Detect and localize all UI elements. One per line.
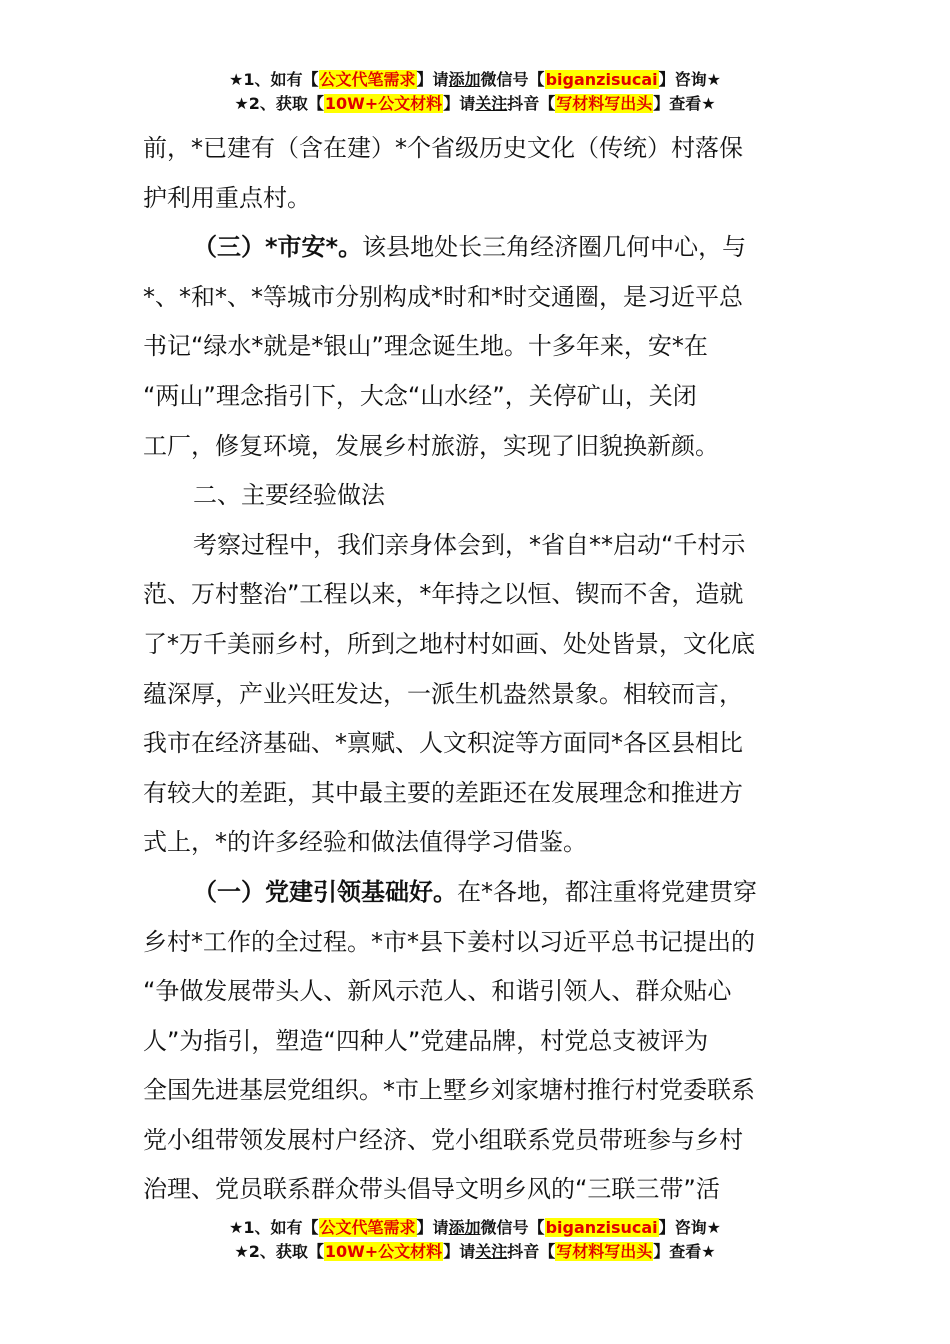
text-line: [143, 372, 813, 422]
bottom-promo-banner: [0, 1216, 950, 1264]
line-text: 乡村*工作的全过程。*市*县下姜村以习近平总书记提出的: [143, 927, 755, 956]
text-line: [143, 124, 813, 174]
line-text: 党小组带领发展村户经济、党小组联系党员带班参与乡村: [143, 1125, 743, 1154]
promo-douyin-id: 写材料写出头: [556, 94, 653, 113]
line-text: 书记“绿水*就是*银山”理念诞生地。十多年来，安*在: [143, 332, 708, 361]
text-line: [143, 570, 813, 620]
line-text: 该县地处长三角经济圈几何中心，与: [362, 233, 747, 262]
line-text: “争做发展带头人、新风示范人、和谐引领人、群众贴心: [143, 977, 732, 1006]
text-line: [143, 273, 813, 323]
section-heading: （一）党建引领基础好。: [193, 877, 457, 906]
line-text: 在*各地，都注重将党建贯穿: [457, 877, 757, 906]
line-text: 全国先进基层党组织。*市上墅乡刘家塘村推行村党委联系: [143, 1076, 755, 1105]
text-line: [143, 769, 813, 819]
line-text: 二、主要经验做法: [193, 481, 385, 510]
text-line: [143, 1165, 813, 1215]
line-text: “两山”理念指引下，大念“山水经”，关停矿山，关闭: [143, 381, 697, 410]
text-line: [143, 670, 813, 720]
text-line: [143, 818, 813, 868]
section-heading: （三）*市安*。: [193, 233, 363, 262]
promo-highlight: 公文代笔需求: [319, 70, 416, 89]
line-text: *、*和*、*等城市分别构成*时和*时交通圈，是习近平总: [143, 282, 743, 311]
line-text: 范、万村整治”工程以来，*年持之以恒、锲而不舍，造就: [143, 580, 744, 609]
text-line: [143, 620, 813, 670]
text-line: [143, 1017, 813, 1067]
promo-line-2: ★2、获取【10W+公文材料】请关注抖音【写材料写出头】查看★: [234, 94, 716, 113]
line-text: 了*万千美丽乡村，所到之地村村如画、处处皆景，文化底: [143, 629, 755, 658]
text-line: [143, 322, 813, 372]
text-line: [143, 521, 813, 571]
promo-line-1: ★1、如有【公文代笔需求】请添加微信号【biganzisucai】咨询★: [229, 1218, 721, 1237]
line-text: 治理、党员联系群众带头倡导文明乡风的“三联三带”活: [143, 1175, 720, 1204]
text-line: [143, 1116, 813, 1166]
promo-highlight: 10W+公文材料: [324, 94, 443, 113]
text-line: [143, 174, 813, 224]
text-line: [143, 1066, 813, 1116]
line-text: 工厂，修复环境，发展乡村旅游，实现了旧貌换新颜。: [143, 431, 719, 460]
text-line: [143, 719, 813, 769]
text-line: [143, 223, 813, 273]
line-text: 蕴深厚，产业兴旺发达，一派生机盎然景象。相较而言，: [143, 679, 743, 708]
promo-wechat-id: biganzisucai: [545, 70, 658, 89]
line-text: 我市在经济基础、*禀赋、人文积淀等方面同*各区县相比: [143, 729, 743, 758]
line-text: 考察过程中，我们亲身体会到，*省自**启动“千村示: [193, 530, 746, 559]
text-line: [143, 471, 813, 521]
text-line: [143, 918, 813, 968]
promo-highlight: 10W+公文材料: [324, 1242, 443, 1261]
document-body: [143, 124, 813, 1215]
promo-highlight: 公文代笔需求: [319, 1218, 416, 1237]
text-line: [143, 868, 813, 918]
promo-line-1: ★1、如有【公文代笔需求】请添加微信号【biganzisucai】咨询★: [229, 70, 721, 89]
text-line: [143, 967, 813, 1017]
line-text: 护利用重点村。: [143, 183, 311, 212]
line-text: 人”为指引，塑造“四种人”党建品牌，村党总支被评为: [143, 1026, 709, 1055]
promo-wechat-id: biganzisucai: [545, 1218, 658, 1237]
line-text: 式上，*的许多经验和做法值得学习借鉴。: [143, 828, 587, 857]
line-text: 有较大的差距，其中最主要的差距还在发展理念和推进方: [143, 778, 743, 807]
promo-douyin-id: 写材料写出头: [556, 1242, 653, 1261]
line-text: 前，*已建有（含在建）*个省级历史文化（传统）村落保: [143, 134, 743, 162]
top-promo-banner: [0, 68, 950, 116]
promo-line-2: ★2、获取【10W+公文材料】请关注抖音【写材料写出头】查看★: [234, 1242, 716, 1261]
text-line: [143, 422, 813, 472]
